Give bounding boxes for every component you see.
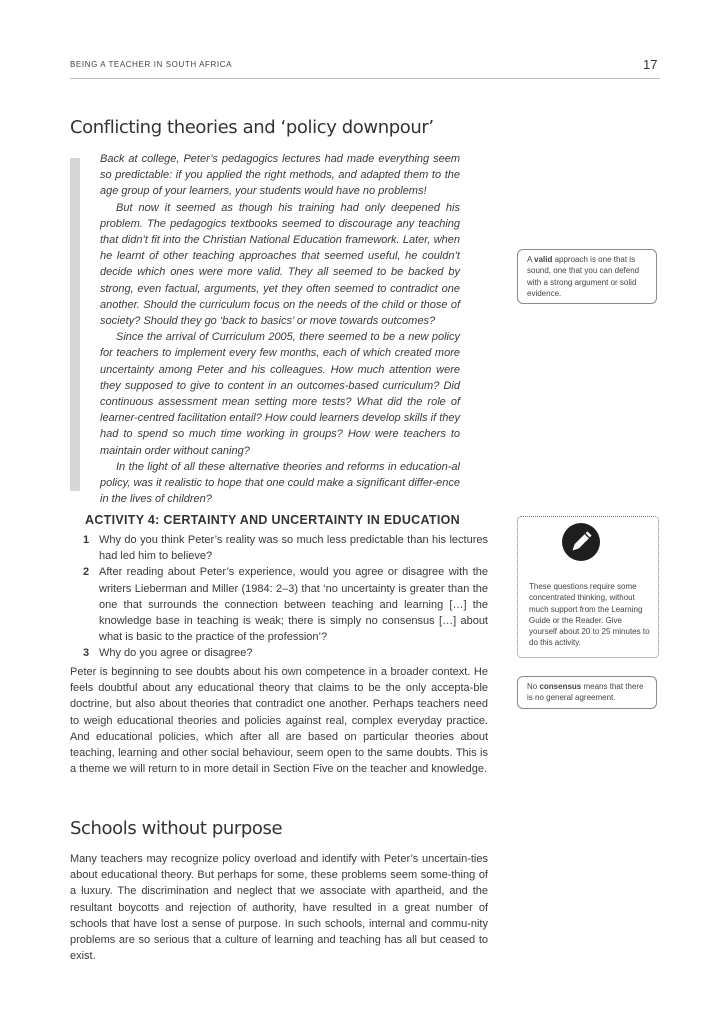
section-heading-conflicting-theories: Conflicting theories and ‘policy downpour’ [70,117,434,138]
question-number: 3 [82,647,90,660]
activity-question [73,564,488,645]
glossary-term-consensus: consensus [539,682,582,691]
story-paragraph: But now it seemed as though his training had only deepened his problem. The pedagogics textbooks seemed to discourage any teaching that didn’t fit into the Christian National Education framework. Later, when he learnt of other teaching approaches that seemed useful, he couldn’t decide which ones were more valid. They all seemed to be backed by strong, even factual, arguments, yet they often seemed to contradict one another. Should the curriculum focus on the needs of the child or those of society? Should they go ‘back to basics’ or move towards outcomes? [100,201,460,328]
activity-label: ACTIVITY 4: [85,513,160,527]
question-text: Why do you agree or disagree? [99,647,253,660]
story-paragraph: Back at college, Peter’s pedagogics lectures had made everything seem so predictable: if you applied the right methods, and adapted them to the age group of your learners, your students would have no problems! [100,153,460,198]
activity-question [73,532,488,564]
section-heading-schools-without-purpose: Schools without purpose [70,818,283,839]
question-text: Why do you think Peter’s reality was so much less predictable than his lectures had led him to believe? [99,534,488,563]
pencil-icon [562,523,600,561]
activity-title-text: CERTAINTY AND UNCERTAINTY IN EDUCATION [159,513,460,527]
activity-title [85,513,460,527]
running-title: BEING A TEACHER IN SOUTH AFRICA [70,60,233,69]
margin-note-definition: approach is one that is sound, one that you can defend with a strong argument or solid evidence. [527,255,640,298]
glossary-term-valid: valid [534,255,553,264]
activity-question [73,645,488,661]
paragraph-doubts: Peter is beginning to see doubts about his own competence in a broader context. He feels doubtful about any educational theory that claims to be the only accepta-ble doctrine, but also about theories that contradict one another. Perhaps teachers need to weigh educational theories and policies against real, complex everyday practice. And educational policies, which after all are based on particular theories about teaching, learning and other social behaviour, seem open to the same doubts. This is a theme we will return to in more detail in Section Five on the teacher and knowledge. [70,666,488,776]
paragraph-schools: Many teachers may recognize policy overload and identify with Peter’s uncertain-ties about educational theory. But perhaps for some, these problems seem some-thing of a luxury. The discrimination and neglect that we associate with apartheid, and the resultant boycotts and rejection of authority, have resulted in a great number of schools that have lost a sense of purpose. In such schools, internal and commu-nity problems are so serious that a culture of learning and teaching has all but ceased to exist. [70,853,488,963]
margin-note-prefix: A [527,255,535,264]
page-number: 17 [643,57,658,72]
activity-time-note: These questions require some concentrated thinking, without much support from the Learning Guide or the Reader. Give yourself about 20 to 25 minutes to do this activity. [529,582,650,648]
question-number: 1 [82,534,90,546]
question-number: 2 [82,566,90,579]
story-sidebar-bar [70,158,80,491]
story-paragraph: Since the arrival of Curriculum 2005, there seemed to be a new policy for teachers to implement every few months, each of which created more uncertainty among Peter and his colleagues. How much attention were they supposed to give to content in an outcomes-based curriculum? Did continuous assessment mean setting more tests? What did the role of learner-centred facilitation entail? How could learners develop skills if they had to spend so much time working in groups? How were teachers to maintain order without caning? [100,331,460,457]
story-paragraph: In the light of all these alternative theories and reforms in education-al policy, was it realistic to hope that one could make a significant differ-ence in the lives of children? [100,460,460,506]
margin-note-consensus [517,676,657,709]
question-text: After reading about Peter’s experience, would you agree or disagree with the writers Lieberman and Miller (1984: 2–3) that ‘no uncertainty is greater than the one that surrounds the connection between teaching and learning […] the knowledge base in teaching is weak; there is simply no consensus […] about what is basic to the practice of the profession’? [99,566,488,644]
margin-note-valid [517,249,657,304]
activity-questions [73,532,488,662]
margin-note-prefix: No [527,682,540,691]
peter-story [100,151,460,507]
header-rule [70,78,660,79]
margin-note-definition: means that there is no general agreement. [527,682,644,703]
